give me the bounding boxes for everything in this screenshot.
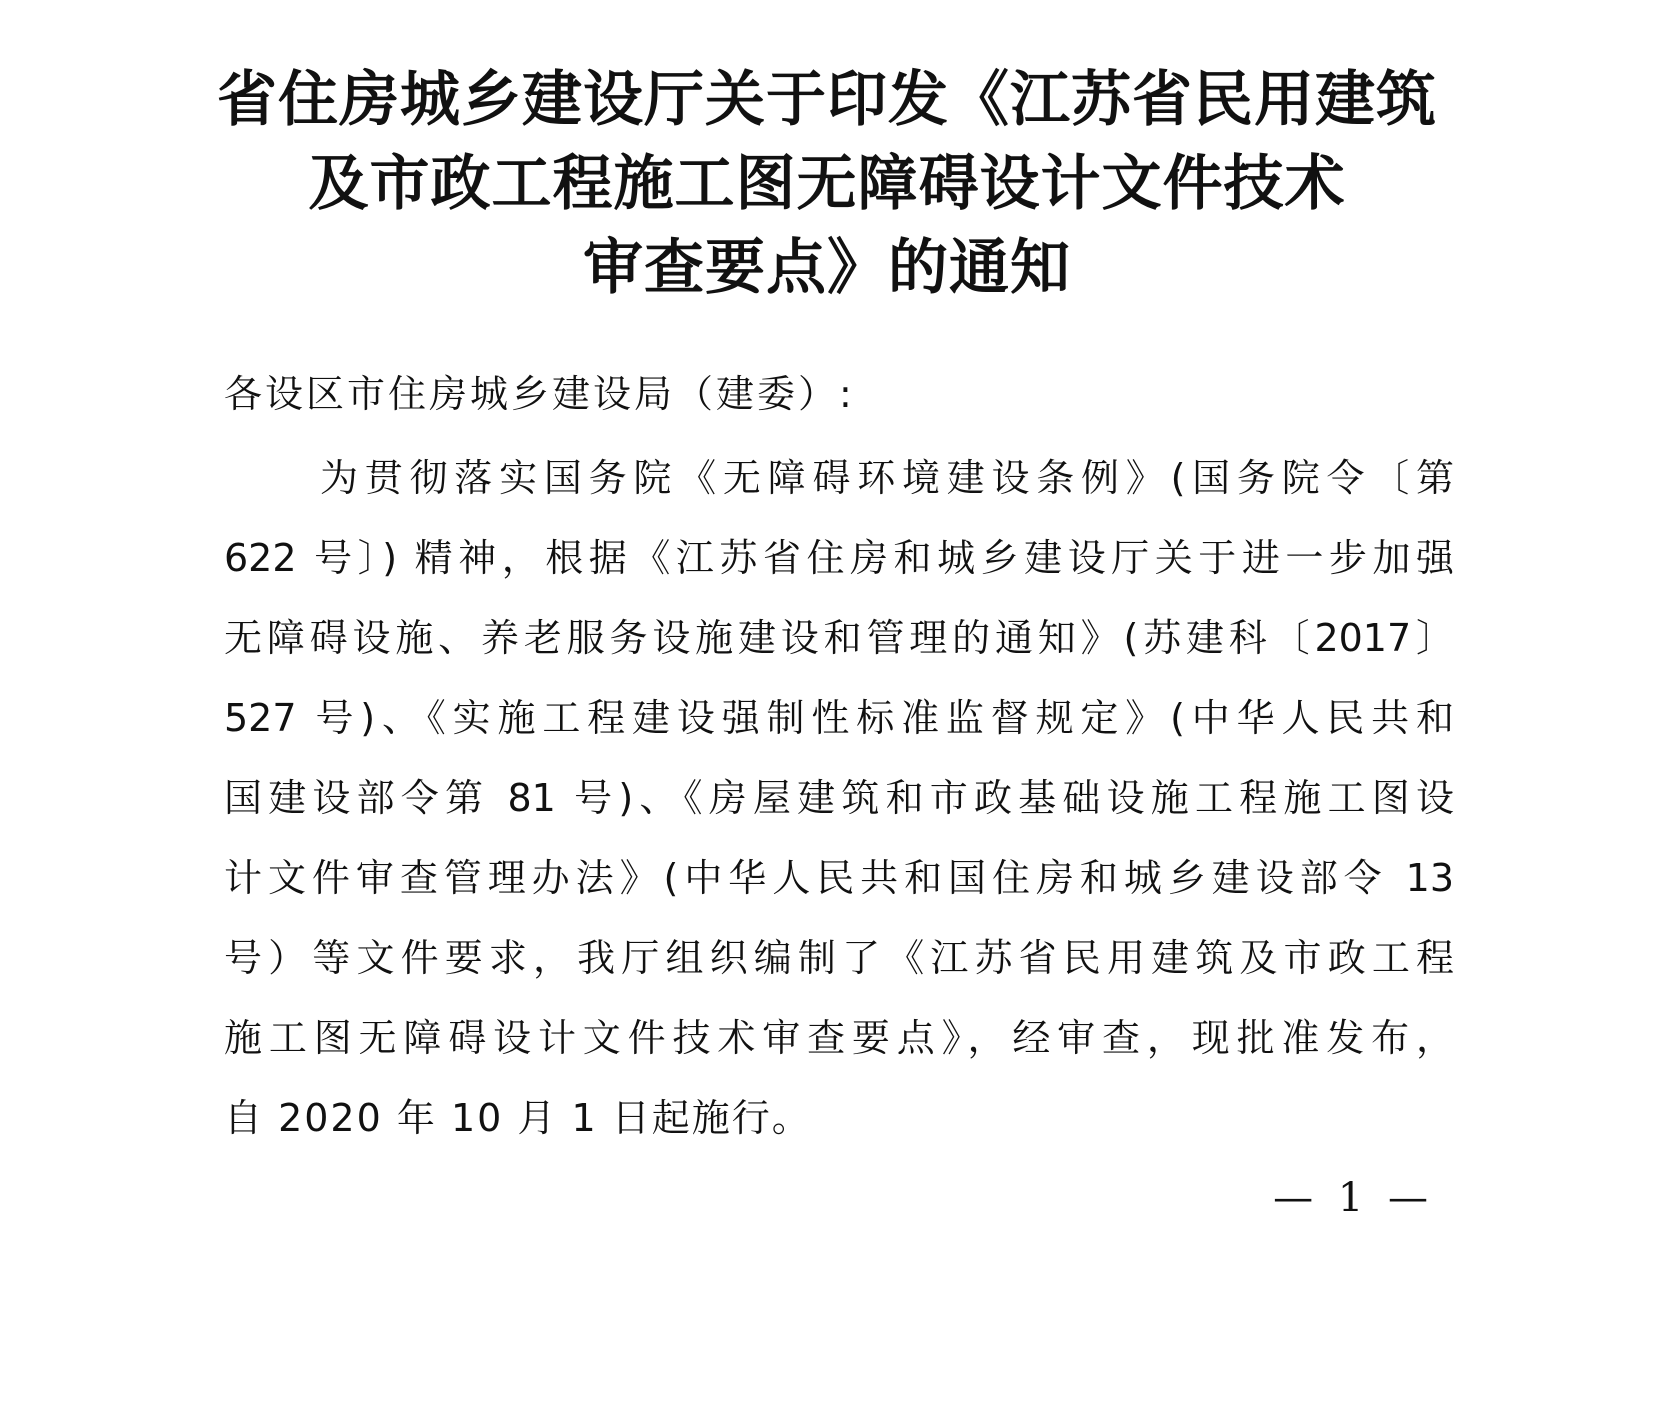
- body-line-5: 国建设部令第 81 号)、《房屋建筑和市政基础设施工程施工图设: [224, 776, 1454, 820]
- title-line-2: 及市政工程施工图无障碍设计文件技术: [308, 149, 1346, 219]
- page-number: — 1 —: [1273, 1175, 1434, 1221]
- body-line-1: 为贯彻落实国务院《无障碍环境建设条例》(国务院令〔第: [320, 456, 1454, 500]
- body-line-6: 计文件审查管理办法》(中华人民共和国住房和城乡建设部令 13: [224, 856, 1454, 900]
- title-line-3: 审查要点》的通知: [583, 233, 1071, 303]
- salutation: 各设区市住房城乡建设局（建委）:: [224, 372, 855, 416]
- body-line-8: 施工图无障碍设计文件技术审查要点》，经审查，现批准发布，: [224, 1016, 1454, 1060]
- body-line-2: 622 号〕) 精神，根据《江苏省住房和城乡建设厅关于进一步加强: [224, 536, 1454, 580]
- body-line-7: 号）等文件要求，我厅组织编制了《江苏省民用建筑及市政工程: [224, 936, 1454, 980]
- body-line-4: 527 号)、《实施工程建设强制性标准监督规定》(中华人民共和: [224, 696, 1454, 740]
- body-paragraph: [224, 438, 1454, 1158]
- body-line-3: 无障碍设施、养老服务设施建设和管理的通知》(苏建科〔2017〕: [224, 616, 1454, 660]
- document-title: [0, 58, 1654, 310]
- title-line-1: 省住房城乡建设厅关于印发《江苏省民用建筑: [217, 65, 1437, 135]
- body-line-9: 自 2020 年 10 月 1 日起施行。: [224, 1096, 812, 1140]
